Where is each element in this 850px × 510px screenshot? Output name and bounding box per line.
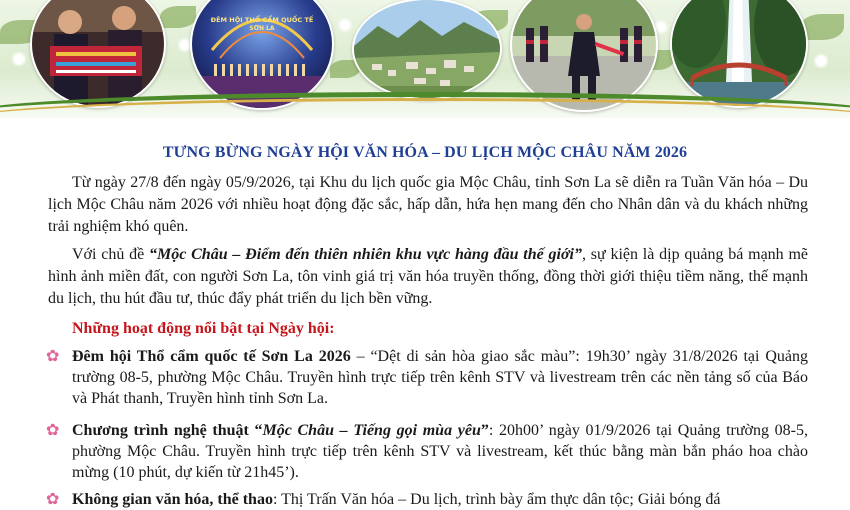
leaf-decoration	[160, 6, 196, 28]
highlights-heading: Những hoạt động nổi bật tại Ngày hội:	[72, 320, 335, 337]
flower-decoration	[816, 56, 826, 66]
article-title: TƯNG BỪNG NGÀY HỘI VĂN HÓA – DU LỊCH MỘC CHÂU NĂM 2026	[162, 144, 688, 161]
stage-subtitle: SƠN LA	[249, 25, 275, 32]
stage-title: ĐÊM HỘI THỔ CẨM QUỐC TẾ	[210, 16, 314, 24]
flower-bullet-icon	[46, 491, 62, 507]
theme-quote: “Mộc Châu – Điểm đến thiên nhiên khu vực hàng đầu thế giới”	[149, 246, 582, 263]
photo-banner	[0, 0, 850, 118]
highlight-name-italic: Mộc Châu – Tiếng gọi mùa yêu	[262, 422, 481, 439]
flower-decoration	[340, 20, 350, 30]
highlight-details: – “Dệt di sản hòa giao sắc màu”: 19h30’ ngày 31/8/2026 tại Quảng trường 08-5, phường Mộc Châu. Truyền hình trực tiếp trên kênh STV và livestream trên các nền tảng số của Báo và Phát thanh, Truyền hình tỉnh Sơn La.	[72, 348, 808, 407]
theme-paragraph	[48, 244, 808, 310]
intro-paragraph: Từ ngày 27/8 đến ngày 05/9/2026, tại Khu du lịch quốc gia Mộc Châu, tỉnh Sơn La sẽ diễn ra Tuần Văn hóa – Du lịch Mộc Châu năm 2026 với nhiều hoạt động đặc sắc, hấp dẫn, hứa hẹn mang đến cho Nhân dân và du khách những trải nghiệm khó quên.	[48, 174, 808, 235]
theme-prefix: Với chủ đề	[72, 246, 150, 263]
photo-valley-town	[352, 0, 502, 100]
highlight-item	[72, 346, 808, 409]
flower-decoration	[656, 22, 666, 32]
highlight-details: : 20h00’ ngày 01/9/2026 tại Quảng trường 08-5, phường Mộc Châu. Truyền hình trực tiếp trên kênh STV và livestream, kết thúc bằng màn bắn pháo hoa chào mừng (10 phút, dự kiến từ 21h45’).	[72, 422, 808, 481]
photo-waterfall	[670, 0, 808, 108]
flower-decoration	[14, 54, 24, 64]
highlight-name: Chương trình nghệ thuật “	[72, 422, 263, 439]
flower-bullet-icon	[46, 348, 62, 364]
highlight-name: Không gian văn hóa, thể thao	[72, 491, 273, 508]
highlight-name-end: ”	[480, 422, 489, 439]
highlight-item	[72, 420, 808, 483]
flower-decoration	[180, 40, 190, 50]
highlight-name: Đêm hội Thổ cẩm quốc tế Sơn La 2026	[72, 348, 351, 365]
highlight-details: : Thị Trấn Văn hóa – Du lịch, trình bày ẩm thực dân tộc; Giải bóng đá	[272, 491, 721, 508]
flower-bullet-icon	[46, 422, 62, 438]
theme-suffix: , sự kiện là dịp quảng bá mạnh mẽ hình ảnh miền đất, con người Sơn La, tôn vinh giá trị văn hóa truyền thống, đồng thời giới thiệu tiềm năng, thế mạnh du lịch, thu hút đầu tư, thúc đẩy phát triển du lịch bền vững.	[48, 246, 809, 307]
photo-weaving-women	[30, 0, 166, 108]
